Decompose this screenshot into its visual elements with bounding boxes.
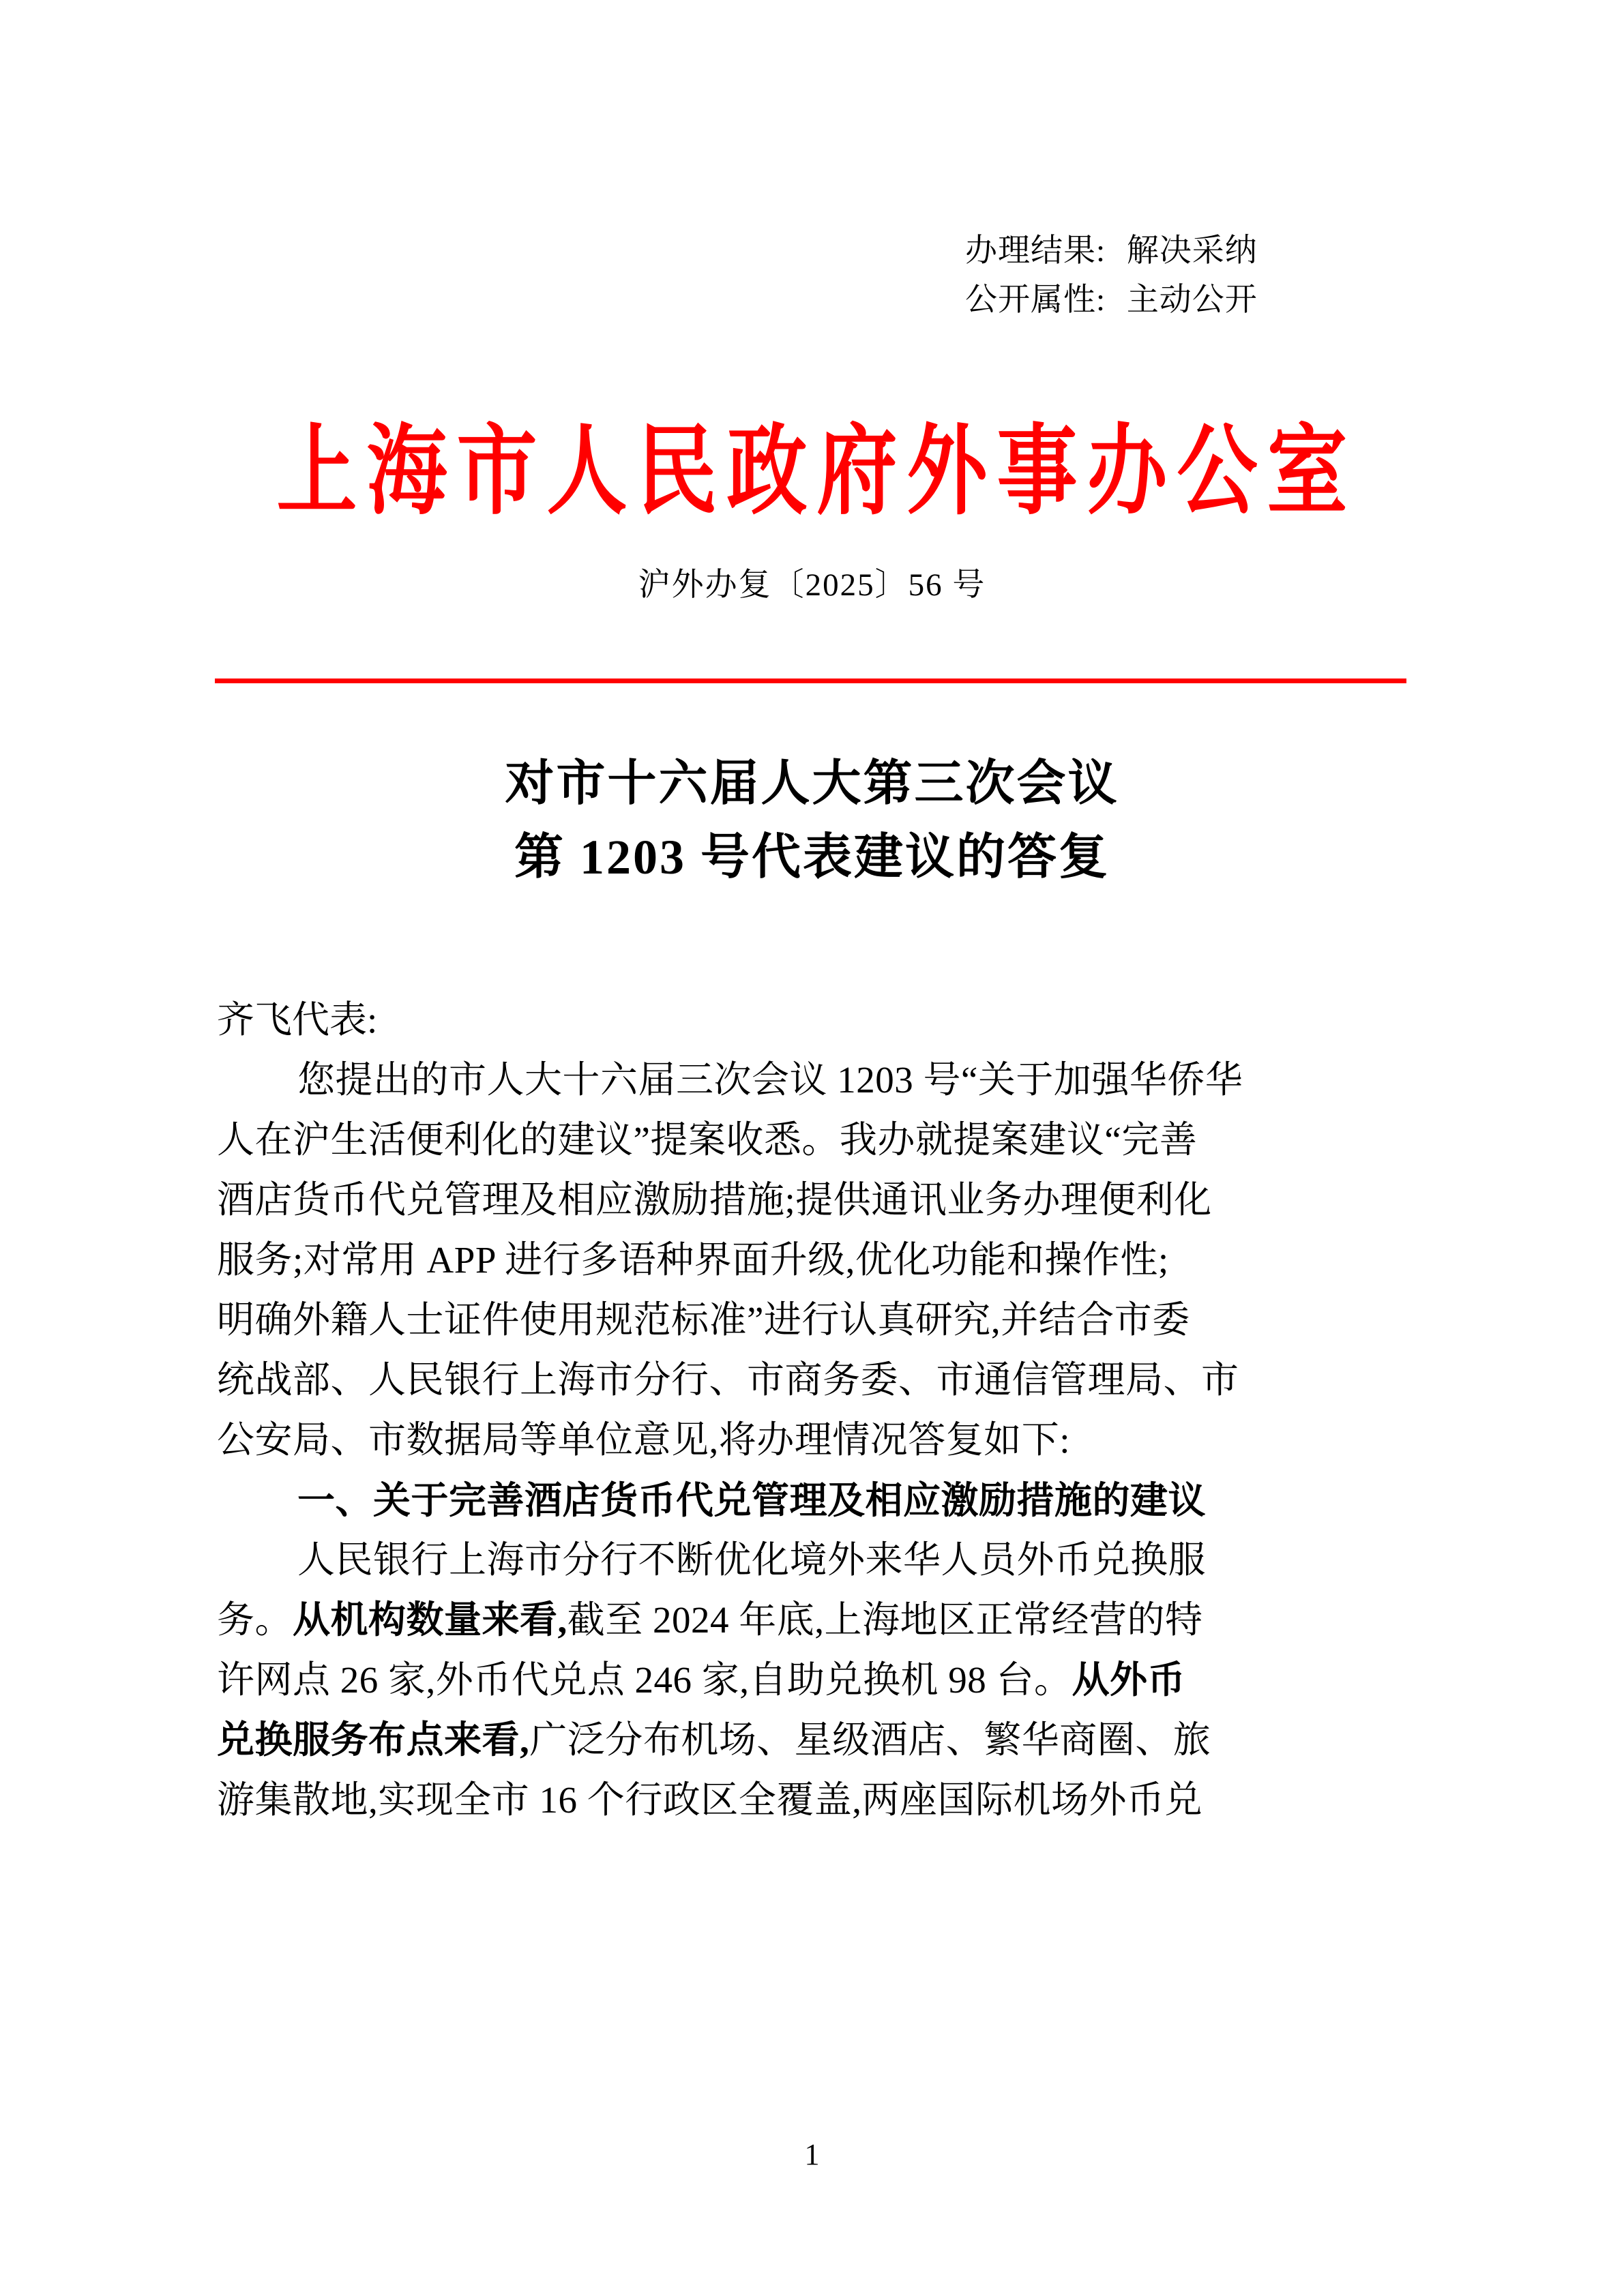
masthead [0,409,1624,527]
paragraph-2-line-2-part-a: 务。 [217,1599,293,1641]
handling-result-value: 解决采纳 [1126,233,1258,269]
metadata-row-disclosure-attribute [965,275,1443,325]
paragraph-2-line-1: 人民银行上海市分行不断优化境外来华人员外币兑换服 [297,1539,1207,1581]
paragraph-2-line-4-emphasis: 兑换服务布点来看, [217,1719,530,1761]
paragraph-2-line-3-emphasis: 从外币 [1072,1659,1186,1701]
paragraph-2-line-4-part-b: 广泛分布机场、星级酒店、繁华商圈、旅 [529,1719,1211,1761]
paragraph-1-line-6: 统战部、人民银行上海市分行、市商务委、市通信管理局、市 [217,1359,1239,1401]
paragraph-1-line-7: 公安局、市数据局等单位意见,将办理情况答复如下: [217,1419,1071,1461]
paragraph-2-line-4 [217,1710,1406,1770]
paragraph-2-line-3-part-a: 许网点 26 家,外币代兑点 246 家,自助兑换机 98 台。 [217,1659,1072,1701]
document-body [217,990,1406,1830]
paragraph-2-line-2-part-b: 截至 2024 年底,上海地区正常经营的特 [567,1599,1203,1641]
salutation: 齐飞代表: [217,999,378,1041]
disclosure-attribute-label: 公开属性: [965,282,1106,318]
paragraph-1-line-1: 您提出的市人大十六届三次会议 1203 号“关于加强华侨华 [297,1059,1243,1101]
section-heading-1: 一、关于完善酒店货币代兑管理及相应激励措施的建议 [297,1479,1207,1521]
document-title [0,747,1624,894]
paragraph-2-line-2 [217,1590,1406,1650]
paragraph-1-line-4: 服务;对常用 APP 进行多语种界面升级,优化功能和操作性; [217,1239,1169,1281]
paragraph-2-line-5: 游集散地,实现全市 16 个行政区全覆盖,两座国际机场外币兑 [217,1779,1203,1821]
paragraph-1-line-5: 明确外籍人士证件使用规范标准”进行认真研究,并结合市委 [217,1299,1190,1341]
document-title-line-2: 第 1203 号代表建议的答复 [514,830,1110,884]
paragraph-2-line-3 [217,1650,1406,1710]
disclosure-attribute-value: 主动公开 [1126,282,1258,318]
metadata-row-handling-result [965,226,1443,275]
red-separator-rule [215,679,1406,683]
paragraph-1-line-3: 酒店货币代兑管理及相应激励措施;提供通讯业务办理便利化 [217,1179,1212,1221]
header-metadata [965,226,1443,325]
handling-result-label: 办理结果: [965,233,1106,269]
paragraph-2-line-2-emphasis: 从机构数量来看, [293,1599,567,1641]
page-number: 1 [804,2138,820,2171]
document-title-line-1: 对市十六届人大第三次会议 [505,756,1119,811]
paragraph-1-line-2: 人在沪生活便利化的建议”提案收悉。我办就提案建议“完善 [217,1119,1198,1161]
issuing-authority-title: 上海市人民政府外事办公室 [276,416,1357,527]
document-number: 沪外办复〔2025〕56 号 [638,567,986,603]
